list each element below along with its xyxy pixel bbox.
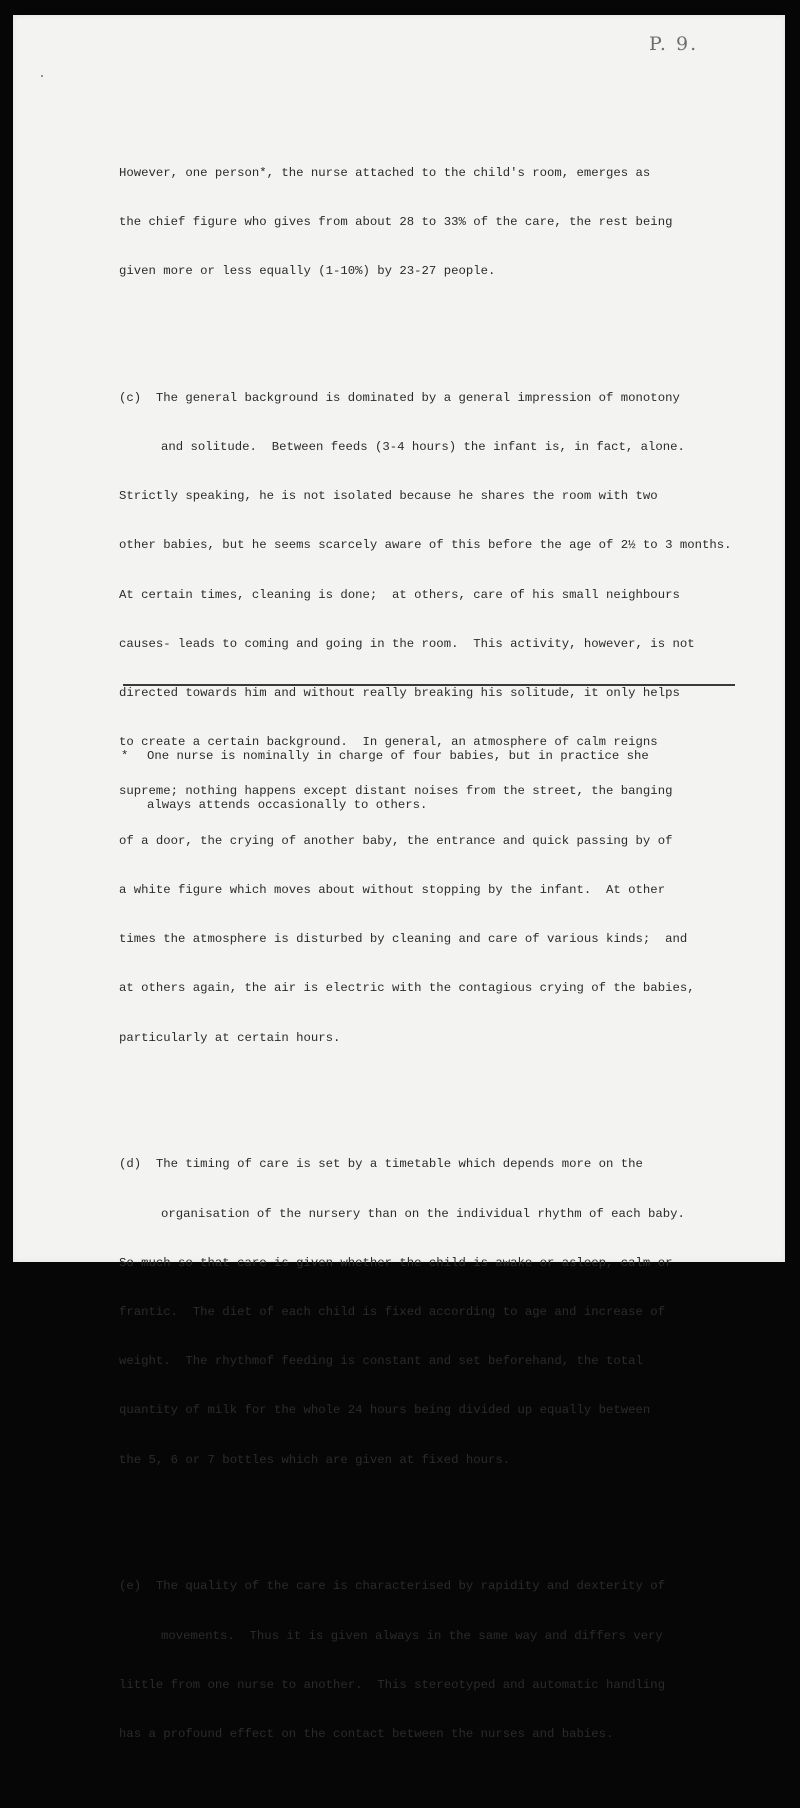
text-line: frantic. The diet of each child is fixed according to age and increase of [119, 1304, 666, 1319]
text-line: a white figure which moves about without stopping by the infant. At other [119, 882, 666, 897]
text-line: particularly at certain hours. [119, 1030, 341, 1045]
text-line: (d) The timing of care is set by a timetable which depends more on the [119, 1157, 643, 1172]
text-line: has a profound effect on the contact between the nurses and babies. [119, 1726, 614, 1741]
footnote [121, 715, 761, 846]
text-line: directed towards him and without really breaking his solitude, it only helps [119, 686, 680, 701]
text-line: other babies, but he seems scarcely aware of this before the age of 2½ to 3 months. [119, 538, 732, 553]
text-line: However, one person*, the nurse attached to the child's room, emerges as [119, 165, 651, 180]
paper-speck [41, 75, 43, 77]
text-line: At certain times, cleaning is done; at others, care of his small neighbours [119, 587, 680, 602]
paragraph-e [119, 1546, 779, 1776]
footnote-line [121, 748, 761, 764]
text-line: and solitude. Between feeds (3-4 hours) the infant is, in fact, alone. [161, 440, 685, 455]
text-line: of a door, the crying of another baby, the entrance and quick passing by of [119, 833, 673, 848]
text-line: (c) The general background is dominated by a general impression of monotony [119, 390, 680, 405]
document-page [13, 15, 785, 1741]
text-line: the 5, 6 or 7 bottles which are given at fixed hours. [119, 1452, 511, 1467]
text-line: at others again, the air is electric with the contagious crying of the babies, [119, 981, 695, 996]
footnote-line: always attends occasionally to others. [147, 798, 428, 813]
text-line: weight. The rhythmof feeding is constant and set beforehand, the total [119, 1354, 643, 1369]
text-line: causes- leads to coming and going in the room. This activity, however, is not [119, 636, 695, 651]
text-line: Strictly speaking, he is not isolated because he shares the room with two [119, 489, 658, 504]
text-line: quantity of milk for the whole 24 hours being divided up equally between [119, 1403, 651, 1418]
text-line: (e) The quality of the care is characterised by rapidity and dexterity of [119, 1579, 666, 1594]
text-line: supreme; nothing happens except distant noises from the street, the banging [119, 784, 673, 799]
paragraph-d [119, 1124, 779, 1501]
footnote-mark: * [121, 748, 129, 763]
handwritten-page-number: P. 9. [649, 33, 699, 55]
footnote-text: One nurse is nominally in charge of four babies, but in practice she [147, 748, 649, 763]
text-line: little from one nurse to another. This stereotyped and automatic handling [119, 1677, 666, 1692]
text-line: the chief figure who gives from about 28 to 33% of the care, the rest being [119, 214, 673, 229]
text-line: movements. Thus it is given always in the same way and differs very [161, 1628, 663, 1643]
text-line: times the atmosphere is disturbed by cleaning and care of various kinds; and [119, 932, 688, 947]
footnote-divider [123, 684, 735, 686]
text-line: given more or less equally (1-10%) by 23-27 people. [119, 264, 496, 279]
text-line: So much so that care is given whether the child is awake or asleep, calm or [119, 1255, 673, 1270]
paragraph-intro [119, 132, 779, 312]
body-text [119, 99, 779, 1808]
text-line: to create a certain background. In general, an atmosphere of calm reigns [119, 735, 658, 750]
text-line: organisation of the nursery than on the individual rhythm of each baby. [161, 1206, 685, 1221]
